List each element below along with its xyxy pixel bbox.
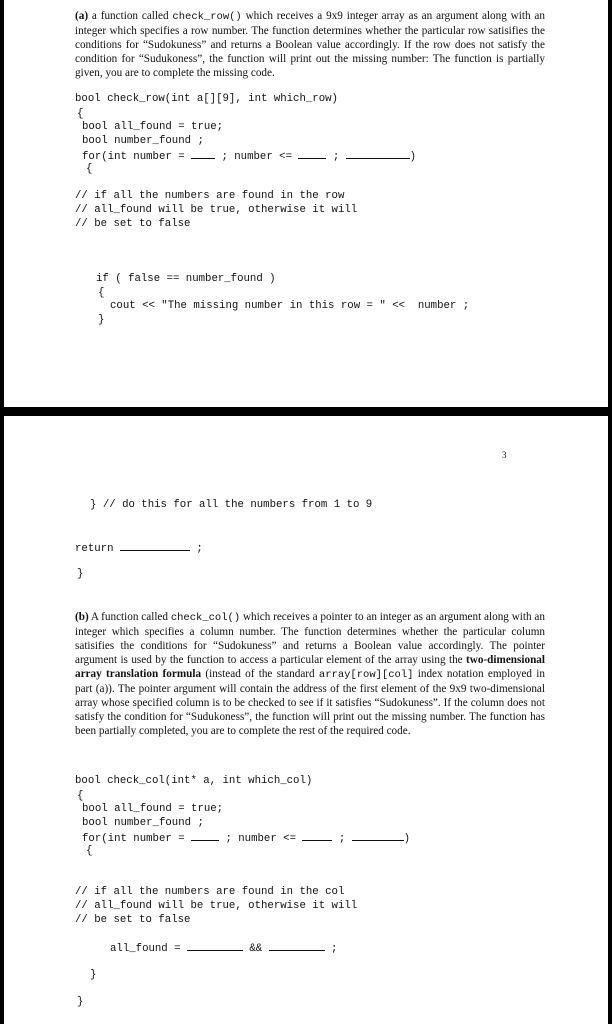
code-b-for-close: )	[403, 833, 411, 845]
code-a-open-brace: {	[77, 108, 84, 120]
code-a-number-found: bool number_found ;	[82, 135, 204, 147]
blank-b-assign-right[interactable]	[269, 941, 325, 951]
code-a-for-brace: {	[86, 163, 93, 175]
code-b-assign-prefix: all_found =	[110, 943, 187, 955]
code-a-return-kw: return	[75, 543, 114, 555]
code-a-comment-1: // if all the numbers are found in the row	[75, 190, 345, 202]
code-a-if-open: {	[98, 287, 105, 299]
code-a-signature: bool check_row(int a[][9], int which_row)	[75, 93, 338, 105]
part-b-bold-formula: two-dimensional array translation formula	[75, 654, 545, 680]
code-a-func-close: }	[77, 568, 84, 580]
blank-a-start[interactable]	[191, 149, 215, 159]
part-a-text-1: a function called	[88, 10, 173, 22]
code-b-assign-semi: ;	[324, 943, 338, 955]
code-b-signature: bool check_col(int* a, int which_col)	[75, 775, 313, 787]
code-b-assign-and: &&	[242, 943, 269, 955]
code-a-comment-2: // all_found will be true, otherwise it will	[75, 204, 358, 216]
part-a-description	[75, 9, 545, 80]
code-b-for-brace: {	[86, 845, 93, 857]
part-a-text-2: which receives a 9x9 integer array as an argument along with an integer which specifies a row number. The function determines whether the particular row satisifies the conditions for “Sudokuness” and returns a Boolean value accordingly. If the row does not satisfy the condition for “Sudukoness”, the function will print out the missing number: The function is partially given, you are to complete the missing code.	[75, 10, 545, 79]
blank-b-increment[interactable]	[352, 831, 404, 841]
code-a-return-line	[75, 541, 203, 556]
blank-a-end[interactable]	[298, 149, 326, 159]
code-a-cout-line: cout << "The missing number in this row = " << number ;	[110, 300, 470, 312]
document-page-2	[4, 416, 608, 1024]
code-a-if-line: if ( false == number_found )	[96, 273, 276, 285]
blank-b-assign-left[interactable]	[187, 941, 243, 951]
code-b-assign-line	[110, 941, 337, 956]
code-a-for-line	[82, 149, 416, 164]
blank-a-increment[interactable]	[346, 149, 410, 159]
part-b-label: (b)	[75, 611, 89, 623]
code-b-for-mid: ; number <=	[219, 833, 303, 845]
code-b-comment-1: // if all the numbers are found in the col	[75, 886, 345, 898]
code-a-return-semi: ;	[189, 543, 203, 555]
code-a-all-found: bool all_found = true;	[82, 121, 224, 133]
code-b-comment-3: // be set to false	[75, 914, 191, 926]
code-a-for-semi: ;	[326, 151, 340, 163]
code-b-comment-2: // all_found will be true, otherwise it will	[75, 900, 358, 912]
code-b-number-found: bool number_found ;	[82, 817, 204, 829]
code-b-func-close: }	[77, 996, 84, 1008]
part-b-array-notation: array[row][col]	[318, 669, 414, 681]
part-b-func-name: check_col()	[170, 612, 241, 624]
blank-b-start[interactable]	[191, 831, 219, 841]
code-a-for-prefix: for(int number =	[82, 151, 192, 163]
blank-a-return[interactable]	[120, 541, 190, 551]
part-a-label: (a)	[75, 10, 89, 22]
code-a-for-mid: ; number <=	[215, 151, 299, 163]
code-b-inner-close: }	[90, 969, 97, 981]
blank-b-end[interactable]	[302, 831, 332, 841]
part-b-text-2: which receives a pointer to an integer as an argument along with an integer which specifies a column number. The function determines whether the particular column satisifies the conditions for “Sudokuness” and returns a Boolean value accordingly. The pointer argument is used by the function to access a particular element of the array using the	[75, 611, 545, 666]
code-b-all-found: bool all_found = true;	[82, 803, 224, 815]
code-b-open-brace: {	[77, 790, 84, 802]
code-b-for-line	[82, 831, 410, 846]
document-page-1	[4, 0, 608, 407]
page-number: 3	[502, 450, 507, 460]
part-a-func-name: check_row()	[172, 11, 242, 23]
code-a-if-close: }	[98, 314, 105, 326]
code-b-for-semi: ;	[332, 833, 346, 845]
code-a-for-close: )	[409, 151, 417, 163]
part-b-text-4: index notation employed in part (a)). The pointer argument will contain the address of the first element of the 9x9 two-dimensional array whose specified column is to be checked to see if it satisfies “Sudokuness”. If the column does not satisfy the condition for “Sudukoness”, the function will print out the missing number. The function has been partially completed, you are to complete the rest of the required code.	[75, 668, 546, 737]
part-b-description	[75, 610, 545, 738]
part-b-text-1: A function called	[88, 611, 171, 623]
part-b-text-3: (instead of the standard	[201, 668, 319, 680]
code-a-loop-close: } // do this for all the numbers from 1 to 9	[90, 499, 373, 511]
code-a-comment-3: // be set to false	[75, 218, 191, 230]
code-b-for-prefix: for(int number =	[82, 833, 192, 845]
